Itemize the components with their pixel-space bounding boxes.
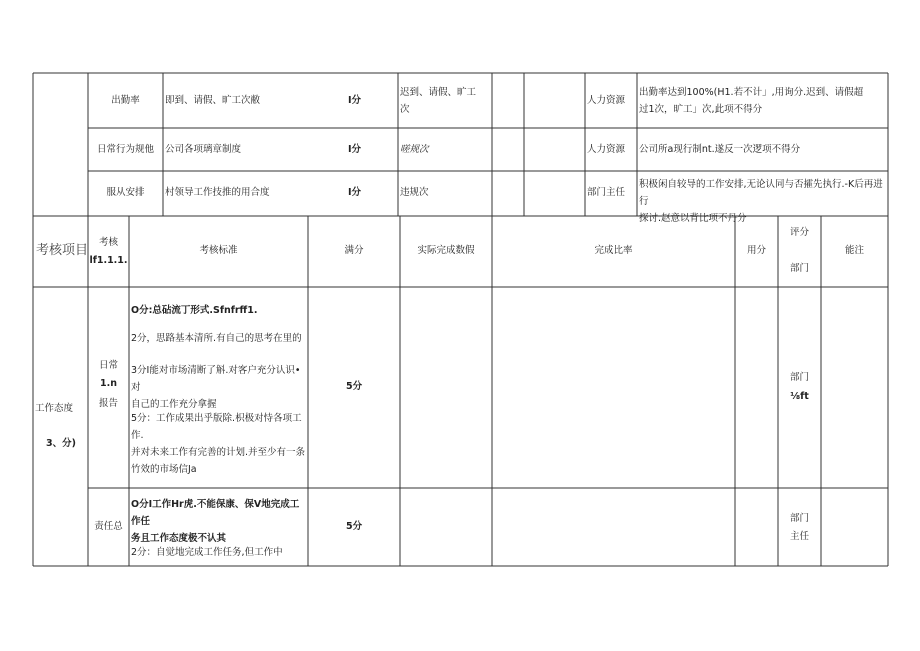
row-remark-attendance: 出勤率达到100%(H1.若不计」,用询分.迟到、请假超 过1次，旷工」次,此项不得分: [639, 87, 864, 115]
row-item-obedience: 服从安排: [106, 187, 145, 198]
row-resp-criterion-1: 2分：自觉地完成工作任务,但工作中: [131, 547, 283, 558]
header-kh-line1: 考核: [98, 237, 118, 248]
row-standard-conduct: 公司各项璃章制度: [165, 144, 242, 155]
row-dept-conduct: 人力资源: [587, 144, 626, 155]
row-resp-full: 5分: [346, 521, 363, 532]
row-resp-criterion-0: O分I工作Hr虎.不能保康、保V地完成工作任 务且工作态度极不认其: [131, 499, 300, 544]
section-name-line2: 3、分): [46, 438, 76, 449]
header-actual: 实际完成数假: [417, 245, 475, 256]
row-daily-criterion-0: O分:总砧流丁形式.Sfnfrff1.: [131, 305, 258, 316]
row-standard-attendance: 即到、请假、旷工次敝: [165, 95, 261, 106]
row-resp-rater-line2: 主任: [789, 531, 809, 542]
row-daily-criterion-1: 2分，思路基本清所.有自己的思考在里的: [131, 333, 302, 344]
header-score: 用分: [746, 245, 766, 256]
row-actual-obedience: 违规次: [400, 187, 429, 198]
row-actual-attendance: 迟到、请假、旷工 次: [400, 87, 477, 115]
header-note: 能注: [844, 245, 864, 256]
row-remark-obedience: 积极闲自较导的工作安排,无论认同与否攉先执行.-K后再进行 探讨.赵意以背比项不丹分: [639, 179, 883, 224]
row-daily-kh-line1: 日常: [98, 360, 118, 371]
header-ratio: 完成比率: [594, 245, 633, 256]
section-name-line1: 工作态度: [35, 403, 74, 414]
row-resp-kh-line1: 责任总: [94, 521, 123, 532]
row-daily-criterion-2: 3分I能对市场清断了斛.对客户充分认识•对 自己的工作充分拿握: [131, 365, 301, 410]
header-full: 满分: [344, 245, 364, 256]
header-kh-line2: lf1.1.1.: [89, 255, 128, 266]
row-dept-attendance: 人力资源: [587, 95, 626, 106]
header-rate-line1: 评分: [789, 227, 809, 238]
row-resp-rater-line1: 部门: [789, 513, 809, 524]
row-daily-kh-line3: 报告: [98, 398, 118, 409]
row-daily-rater-line2: ⅛ft: [790, 391, 809, 402]
header-project: 考核项目: [36, 243, 89, 258]
row-remark-conduct: 公司所a现行制nt.遂反一次逻项不得分: [639, 144, 801, 155]
row-score-conduct: I分: [348, 144, 362, 155]
row-item-conduct: 日常行为规他: [96, 144, 154, 155]
header-rate-line2: 部门: [789, 263, 809, 274]
row-score-obedience: I分: [348, 187, 362, 198]
row-standard-obedience: 村领导工作技推的用合度: [165, 187, 270, 198]
row-dept-obedience: 部门主任: [587, 187, 626, 198]
row-daily-full: 5分: [346, 381, 363, 392]
header-standard: 考核标准: [199, 245, 238, 256]
row-actual-conduct: 嗟规次: [400, 144, 429, 155]
row-daily-rater-line1: 部门: [789, 372, 809, 383]
row-daily-criterion-3: 5分：工作成果出乎版除.枳极对恃各项工作. 并对未来工作有完善的计划.并至少有一条 竹效的市场信Ja: [131, 413, 306, 475]
row-item-attendance: 出勤率: [111, 95, 140, 106]
row-daily-kh-line2: 1.n: [100, 378, 117, 389]
row-score-attendance: I分: [348, 95, 362, 106]
